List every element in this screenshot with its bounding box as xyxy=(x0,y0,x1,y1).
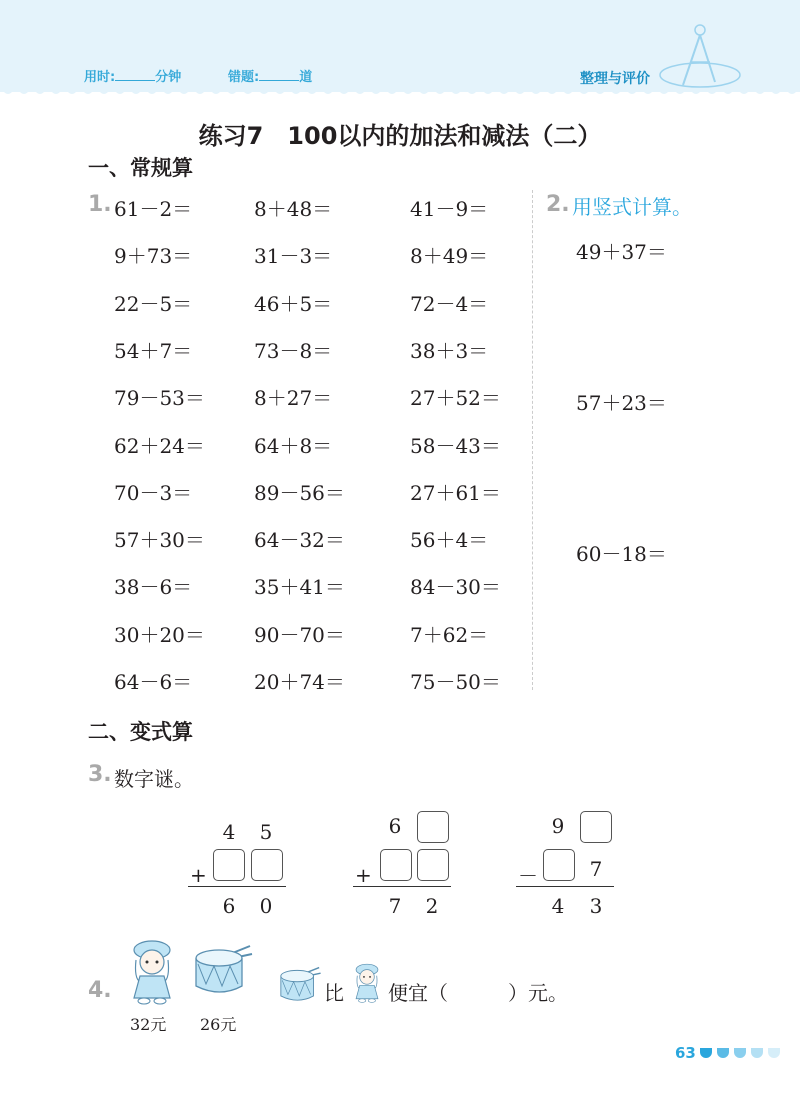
puzzle-2-result-digit: 2 xyxy=(425,894,439,918)
time-unit: 分钟 xyxy=(155,70,182,85)
q1-equation[interactable]: 38－6＝ xyxy=(114,575,193,599)
q2-instruction: 用竖式计算。 xyxy=(572,195,692,219)
q1-equation[interactable]: 46＋5＝ xyxy=(254,292,333,316)
q1-equation[interactable]: 8＋48＝ xyxy=(254,197,333,221)
section-2-title: 二、变式算 xyxy=(88,720,193,744)
q1-equation[interactable]: 75－50＝ xyxy=(410,670,501,694)
q4-number: 4. xyxy=(88,978,112,1003)
q1-equation[interactable]: 58－43＝ xyxy=(410,434,501,458)
q1-equation[interactable]: 41－9＝ xyxy=(410,197,489,221)
puzzle-2-answer-box[interactable] xyxy=(417,849,449,881)
q3-instruction: 数字谜。 xyxy=(114,767,194,791)
puzzle-2-answer-box[interactable] xyxy=(380,849,412,881)
section-1-title: 一、常规算 xyxy=(88,156,193,180)
puzzle-1-operator: + xyxy=(190,863,207,887)
q1-equation[interactable]: 27＋52＝ xyxy=(410,386,501,410)
time-blank[interactable] xyxy=(115,68,155,81)
q2-item-2: 57＋23＝ xyxy=(576,391,667,415)
q1-equation[interactable]: 38＋3＝ xyxy=(410,339,489,363)
puzzle-1-result-digit: 0 xyxy=(259,894,273,918)
q1-equation[interactable]: 27＋61＝ xyxy=(410,481,501,505)
puzzle-3-result-digit: 4 xyxy=(551,894,565,918)
q1-equation[interactable]: 9＋73＝ xyxy=(114,244,193,268)
puzzle-3-mid-digit: 7 xyxy=(589,857,603,881)
drum-icon xyxy=(278,966,322,1006)
q1-equation[interactable]: 70－3＝ xyxy=(114,481,193,505)
q1-equation[interactable]: 64－6＝ xyxy=(114,670,193,694)
q1-equation[interactable]: 61－2＝ xyxy=(114,197,193,221)
q1-equation[interactable]: 22－5＝ xyxy=(114,292,193,316)
column-divider xyxy=(532,190,533,690)
q1-equation[interactable]: 20＋74＝ xyxy=(254,670,345,694)
puzzle-1-result-digit: 6 xyxy=(222,894,236,918)
page-dot xyxy=(717,1048,729,1058)
doll-icon xyxy=(124,938,180,1006)
puzzle-2-answer-box[interactable] xyxy=(417,811,449,843)
q1-equation[interactable]: 62＋24＝ xyxy=(114,434,205,458)
puzzle-3-operator: － xyxy=(518,864,538,888)
q3-number: 3. xyxy=(88,762,112,787)
drum-price: 26元 xyxy=(200,1015,237,1034)
q1-equation[interactable]: 7＋62＝ xyxy=(410,623,489,647)
page-dot xyxy=(768,1048,780,1058)
q4-sentence[interactable]: 便宜（ ）元。 xyxy=(388,981,568,1005)
section-label: 整理与评价 xyxy=(580,71,650,87)
q1-equation[interactable]: 35＋41＝ xyxy=(254,575,345,599)
q1-equation[interactable]: 30＋20＝ xyxy=(114,623,205,647)
q1-equation[interactable]: 56＋4＝ xyxy=(410,528,489,552)
time-field xyxy=(84,66,181,85)
q1-equation[interactable]: 57＋30＝ xyxy=(114,528,205,552)
puzzle-3-answer-box[interactable] xyxy=(543,849,575,881)
errors-blank[interactable] xyxy=(259,68,299,81)
puzzle-1-top-digit: 4 xyxy=(222,820,236,844)
compass-icon xyxy=(655,20,745,95)
errors-label: 错题: xyxy=(228,70,260,85)
q1-equation[interactable]: 8＋49＝ xyxy=(410,244,489,268)
page-number: 63 xyxy=(675,1044,696,1062)
q1-equation[interactable]: 89－56＝ xyxy=(254,481,345,505)
page-dot xyxy=(734,1048,746,1058)
q1-equation[interactable]: 54＋7＝ xyxy=(114,339,193,363)
q1-number: 1. xyxy=(88,192,112,217)
q1-equation[interactable]: 8＋27＝ xyxy=(254,386,333,410)
puzzle-1-answer-box[interactable] xyxy=(213,849,245,881)
page-dot xyxy=(751,1048,763,1058)
page-dot xyxy=(700,1048,712,1058)
doll-icon xyxy=(350,962,384,1004)
errors-unit: 道 xyxy=(299,70,313,85)
q4-compare-word: 比 xyxy=(324,981,344,1005)
q1-equation[interactable]: 84－30＝ xyxy=(410,575,501,599)
puzzle-3-difference-line xyxy=(516,886,614,887)
puzzle-3-result-digit: 3 xyxy=(589,894,603,918)
puzzle-2-top-digit: 6 xyxy=(388,814,402,838)
puzzle-2-result-digit: 7 xyxy=(388,894,402,918)
q2-item-3: 60－18＝ xyxy=(576,542,667,566)
q2-number: 2. xyxy=(546,192,570,217)
puzzle-2-sum-line xyxy=(353,886,451,887)
q1-equation[interactable]: 72－4＝ xyxy=(410,292,489,316)
puzzle-1-answer-box[interactable] xyxy=(251,849,283,881)
puzzle-3-top-digit: 9 xyxy=(551,814,565,838)
page-title: 练习7 100以内的加法和减法（二） xyxy=(198,122,602,150)
time-label: 用时: xyxy=(84,70,116,85)
q2-item-1: 49＋37＝ xyxy=(576,240,667,264)
q1-equation[interactable]: 79－53＝ xyxy=(114,386,205,410)
puzzle-1-sum-line xyxy=(188,886,286,887)
errors-field xyxy=(228,66,312,85)
q1-equation[interactable]: 64－32＝ xyxy=(254,528,345,552)
drum-icon xyxy=(192,944,254,1000)
q1-equation[interactable]: 90－70＝ xyxy=(254,623,345,647)
q1-equation[interactable]: 73－8＝ xyxy=(254,339,333,363)
puzzle-1-top-digit: 5 xyxy=(259,820,273,844)
doll-price: 32元 xyxy=(130,1015,167,1034)
q1-equation[interactable]: 64＋8＝ xyxy=(254,434,333,458)
puzzle-3-answer-box[interactable] xyxy=(580,811,612,843)
puzzle-2-operator: + xyxy=(355,863,372,887)
q1-equation[interactable]: 31－3＝ xyxy=(254,244,333,268)
